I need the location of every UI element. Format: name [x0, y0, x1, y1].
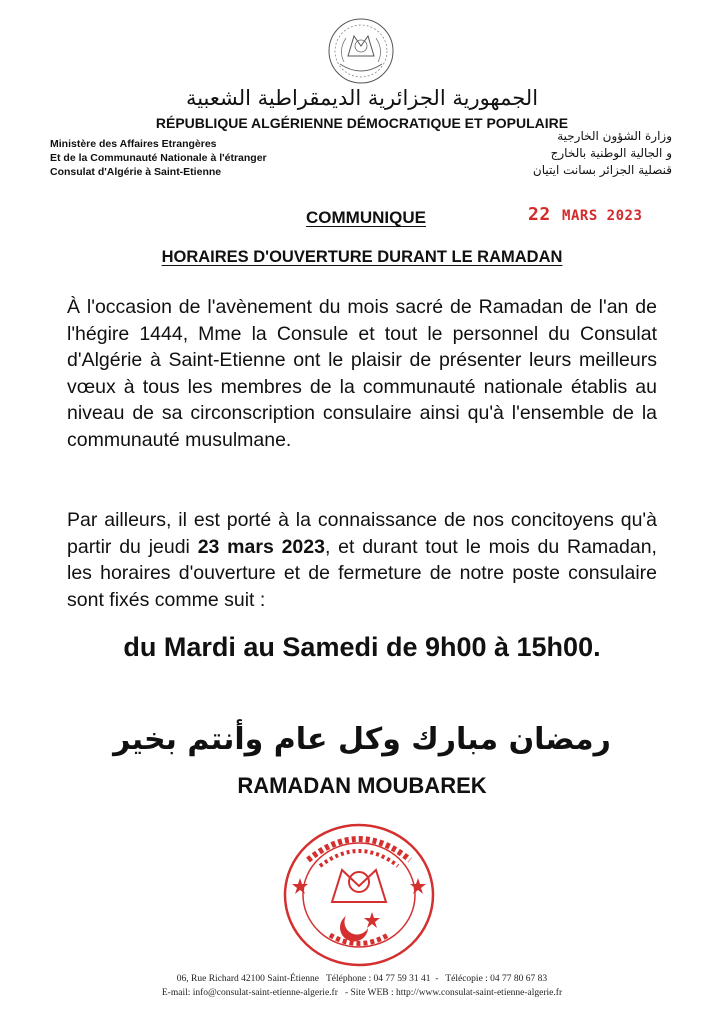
republic-title-ar: الجمهورية الجزائرية الديمقراطية الشعبية — [185, 86, 539, 110]
ministry-block-ar — [533, 128, 672, 179]
ministry-fr-line: Consulat d'Algérie à Saint-Etienne — [50, 166, 222, 178]
date-stamp-month-year: MARS 2023 — [562, 208, 643, 224]
footer-email[interactable]: E-mail: info@consulat-saint-etienne-algerie.fr — [161, 988, 338, 998]
paragraph-text: , et durant tout le mois du Ramadan, les horaires d'ouverture et de fermeture de notre poste consulaire sont fixés comme suit : — [67, 535, 657, 611]
footer-website[interactable]: - Site WEB : http://www.consulat-saint-etienne-algerie.fr — [344, 988, 563, 998]
paragraph-schedule — [67, 507, 657, 613]
paragraph-text: Par ailleurs, il est porté à la connaissance de nos concitoyens qu'à partir du jeudi — [67, 509, 657, 558]
opening-hours: du Mardi au Samedi de 9h00 à 15h00. — [123, 632, 601, 662]
document-subject: HORAIRES D'OUVERTURE DURANT LE RAMADAN — [161, 248, 563, 266]
footer-phone: Téléphone : 04 77 59 31 41 — [325, 974, 431, 984]
consulate-seal-icon — [280, 820, 438, 970]
date-stamp — [528, 204, 642, 225]
footer-contact-line: 06, Rue Richard 42100 Saint-Étienne Téléphone : 04 77 59 31 41 - Télécopie : 04 77 80 67 83 — [176, 974, 548, 984]
footer-web-line — [0, 988, 724, 998]
algeria-emblem-icon — [318, 16, 404, 86]
footer-address: 06, Rue Richard 42100 Saint-Étienne — [176, 974, 320, 984]
document-title: COMMUNIQUE — [306, 208, 426, 227]
footer-fax: Télécopie : 04 77 80 67 83 — [445, 974, 548, 984]
ministry-ar-line: و الجالية الوطنية بالخارج — [550, 146, 672, 160]
paragraph-greeting: À l'occasion de l'avènement du mois sacré de Ramadan de l'an de l'hégire 1444, Mme la Consule et tout le personnel du Consulat d'Algérie à Saint-Etienne ont le plaisir de présenter leurs meilleurs vœux à tous les membres de la communauté nationale établis au niveau de sa circonscription consulaire ainsi qu'à l'ensemble de la communauté musulmane. — [67, 296, 657, 451]
start-date: 23 mars 2023 — [197, 535, 325, 558]
ministry-block-fr — [50, 137, 267, 179]
ministry-ar-line: قنصلية الجزائر بسانت ايتيان — [532, 163, 672, 177]
date-stamp-day: 22 — [528, 204, 551, 225]
ministry-fr-line: Ministère des Affaires Etrangères — [50, 138, 217, 150]
greeting-fr: RAMADAN MOUBAREK — [237, 773, 487, 798]
greeting-ar: رمضان مبارك وكل عام وأنتم بخير — [113, 722, 611, 757]
republic-title-fr: RÉPUBLIQUE ALGÉRIENNE DÉMOCRATIQUE ET POPULAIRE — [155, 115, 569, 131]
ministry-fr-line: Et de la Communauté Nationale à l'étranger — [50, 152, 267, 164]
ministry-ar-line: وزارة الشؤون الخارجية — [557, 129, 672, 143]
